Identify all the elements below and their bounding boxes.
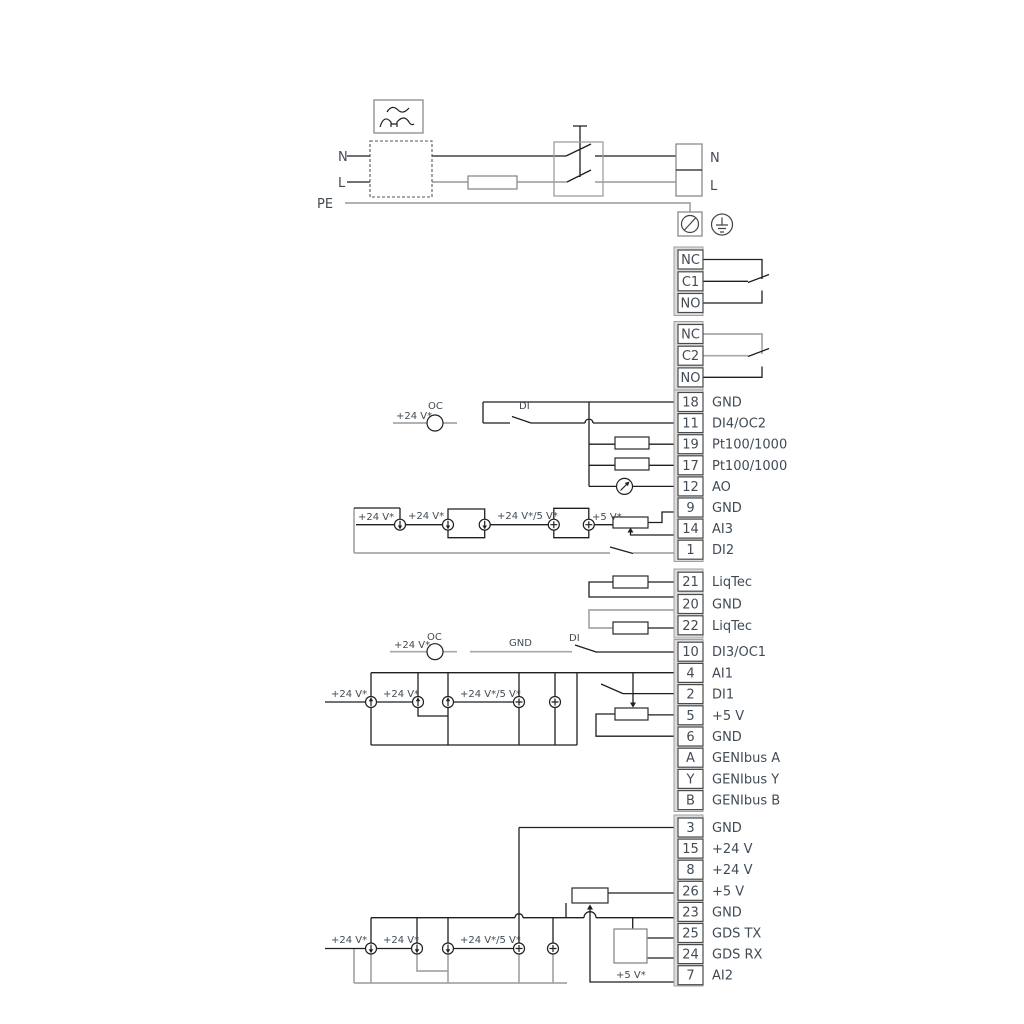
terminal-label: LiqTec [712,575,752,591]
annotation-5v: +5 V* [616,970,646,981]
terminal-label: AI3 [712,522,733,538]
relay2-nc: NC [681,327,700,343]
terminal-label: GDS TX [712,926,762,942]
terminal-strip-liqtec [674,569,752,638]
filter-box [370,141,432,197]
potentiometer-ai1 [615,708,648,720]
terminal-label: DI3/OC1 [712,645,767,661]
potentiometer-ai2 [572,888,608,903]
terminal-label: GND [712,597,742,613]
terminal-label: GENIbus Y [712,772,780,788]
terminal-number: 5 [686,708,695,724]
relay2-c2: C2 [681,349,700,365]
relay1-c1: C1 [681,274,700,290]
terminal-number: 3 [686,821,695,836]
terminal-number: 14 [682,522,699,538]
terminal-number: 8 [686,863,695,879]
terminal-number: 7 [686,968,695,984]
annotation-24v: +24 V* [383,689,420,700]
terminal-number: 21 [682,575,699,591]
terminal-label: GENIbus B [712,793,781,809]
pt100-resistor-2 [615,458,649,470]
terminal-label: DI1 [712,687,735,703]
terminal-label: GND [712,905,742,921]
annotation-24v-5v: +24 V*/5 V* [460,935,521,946]
ai2-source-group [366,888,648,963]
relay2-no: NO [680,371,701,386]
label-pe: PE [317,197,334,212]
terminal-label: AO [712,479,731,495]
terminal-label: AI2 [712,968,733,984]
terminal-label: +24 V [712,863,753,879]
terminal-label: DI2 [712,543,735,559]
terminal-number: 25 [682,926,699,942]
annotation-di: DI [519,401,530,412]
terminal-label: +5 V [712,884,745,900]
annotation-24v: +24 V* [383,935,420,946]
relay1-no: NO [680,296,701,312]
terminal-number: 12 [682,479,699,495]
liqtec-resistor-2 [613,622,648,634]
terminal-strip-io3 [674,815,763,986]
terminal-number: 19 [682,437,699,453]
annotation-24v-5v: +24 V*/5 V* [497,511,558,522]
label-l-left: L [338,176,346,191]
terminal-number: A [686,751,695,767]
annotation-24v-5v: +24 V*/5 V* [460,689,521,700]
terminal-label: Pt100/1000 [712,458,788,474]
fuse [468,176,517,189]
ac-supply-symbol [374,100,423,133]
terminal-number: 10 [682,645,699,661]
pe-screw-terminal [678,212,702,236]
annotation-oc: OC [428,401,443,412]
annotation-24v: +24 V* [358,512,395,523]
terminal-number: 6 [686,730,695,745]
terminal-label: DI4/OC2 [712,416,767,432]
pot-wiper-arrow [630,703,636,708]
earth-ground-icon [712,214,733,235]
label-l-right: L [710,179,718,194]
terminal-number: 9 [686,501,695,516]
terminal-label: GND [712,395,742,411]
annotation-24v: +24 V* [394,640,431,651]
relay1-nc: NC [681,253,700,268]
liqtec-resistor-1 [613,576,648,588]
terminal-number: 23 [682,905,699,921]
terminal-label: +24 V [712,842,753,858]
terminal-strip-io1 [674,390,787,562]
label-n-left: N [338,150,348,165]
terminal-label: +5 V [712,708,745,724]
terminal-number: 22 [682,618,699,634]
label-n-right: N [710,151,720,166]
terminal-label: AI1 [712,666,733,682]
terminal-number: 2 [686,687,695,703]
annotation-24v: +24 V* [396,411,433,422]
nl-terminal-block [676,144,702,196]
terminal-number: 26 [682,884,699,900]
annotation-di: DI [569,633,580,644]
terminal-label: GND [712,501,742,516]
terminal-label: GND [712,821,742,836]
gds-sensor-box [614,929,647,963]
terminal-label: GDS RX [712,947,763,963]
relay-2-strip [674,322,703,391]
terminal-number: 4 [686,666,695,682]
annotation-5v: +5 V* [592,512,622,523]
terminal-label: Pt100/1000 [712,437,788,453]
terminal-strip-io2 [674,640,780,812]
terminal-label: LiqTec [712,618,752,634]
terminal-number: Y [686,772,695,788]
annotation-gnd: GND [509,638,532,649]
terminal-number: 20 [682,597,699,613]
pt100-resistor-1 [615,437,649,449]
terminal-number: 17 [682,458,699,474]
relay-1-strip [674,247,703,316]
terminal-label: GND [712,730,742,745]
terminal-number: 24 [682,947,699,963]
terminal-label: GENIbus A [712,751,781,767]
annotation-24v: +24 V* [331,689,368,700]
ai1-source-group [366,697,649,721]
terminal-number: 18 [682,395,699,411]
annotation-oc: OC [427,632,442,643]
pot-wiper-arrow [587,904,593,909]
terminal-number: 1 [686,543,695,559]
terminal-number: B [686,793,695,809]
annotation-24v: +24 V* [408,511,445,522]
terminal-number: 11 [682,416,699,432]
annotation-24v: +24 V* [331,935,368,946]
terminal-number: 15 [682,842,699,858]
ao-meter-icon [617,478,633,494]
